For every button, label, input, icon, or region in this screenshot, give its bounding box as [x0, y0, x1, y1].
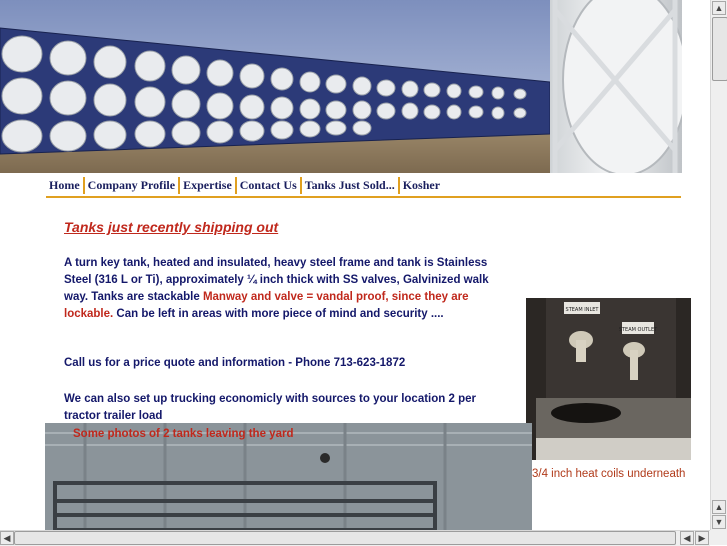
heat-coils-caption: 3/4 inch heat coils underneath	[532, 468, 686, 480]
scroll-down-button-upper[interactable]	[712, 500, 726, 514]
vertical-scroll-thumb[interactable]	[712, 17, 727, 81]
scrollbar-corner	[710, 530, 727, 545]
page-headline: Tanks just recently shipping out	[64, 219, 279, 235]
yard-photos-caption: Some photos of 2 tanks leaving the yard	[73, 428, 294, 440]
arrow-left-icon: ◀	[683, 532, 691, 543]
scroll-up-button[interactable]	[712, 1, 726, 15]
tank-description	[64, 255, 504, 323]
arrow-up-icon: ▲	[714, 502, 724, 512]
large-tank-photo	[550, 0, 682, 173]
tank-rack-illustration	[0, 22, 550, 162]
top-navigation	[46, 176, 681, 195]
scroll-right-button[interactable]	[695, 531, 709, 545]
nav-expertise[interactable]: Expertise	[183, 178, 232, 192]
description-text: A turn key tank, heated and insulated, heavy steel frame and tank is Stainless Steel (316 L or Ti), approximately ¼ inch thick with SS valves, Galvinized walk way. Tanks are stackable	[64, 257, 489, 303]
price-quote-text: Call us for a price quote and information - Phone 713-623-1872	[64, 357, 406, 369]
steam-inlet-label: STEAM INLET	[565, 307, 599, 313]
description-text-end: Can be left in areas with more piece of mind and security ....	[113, 308, 444, 320]
arrow-left-icon: ◀	[3, 532, 11, 543]
nav-home[interactable]: Home	[49, 178, 80, 192]
nav-tanks-just-sold[interactable]: Tanks Just Sold...	[304, 178, 395, 192]
heat-coils-photo	[526, 298, 691, 460]
nav-company-profile[interactable]: Company Profile	[87, 178, 176, 192]
header-banner-image	[0, 0, 682, 173]
nav-divider-line	[46, 196, 681, 198]
arrow-up-icon: ▲	[714, 3, 724, 13]
arrow-down-icon: ▼	[714, 517, 724, 527]
trucking-text: We can also set up trucking economicly with sources to your location 2 per tractor trailer load	[64, 393, 476, 422]
arrow-right-icon: ▶	[698, 532, 706, 543]
nav-contact-us[interactable]: Contact Us	[239, 178, 297, 192]
scroll-down-button[interactable]	[712, 515, 726, 529]
vandal-proof-highlight: Manway and valve = vandal proof, since they are lockable.	[64, 291, 469, 320]
horizontal-scroll-thumb[interactable]	[14, 531, 676, 545]
scroll-left-button-right[interactable]	[680, 531, 694, 545]
tank-frame-illustration	[550, 0, 682, 173]
nav-kosher[interactable]: Kosher	[402, 178, 441, 192]
steam-outlet-label: STEAM OUTLET	[618, 327, 658, 333]
scroll-left-button[interactable]	[0, 531, 14, 545]
heat-coils-illustration	[526, 298, 691, 460]
